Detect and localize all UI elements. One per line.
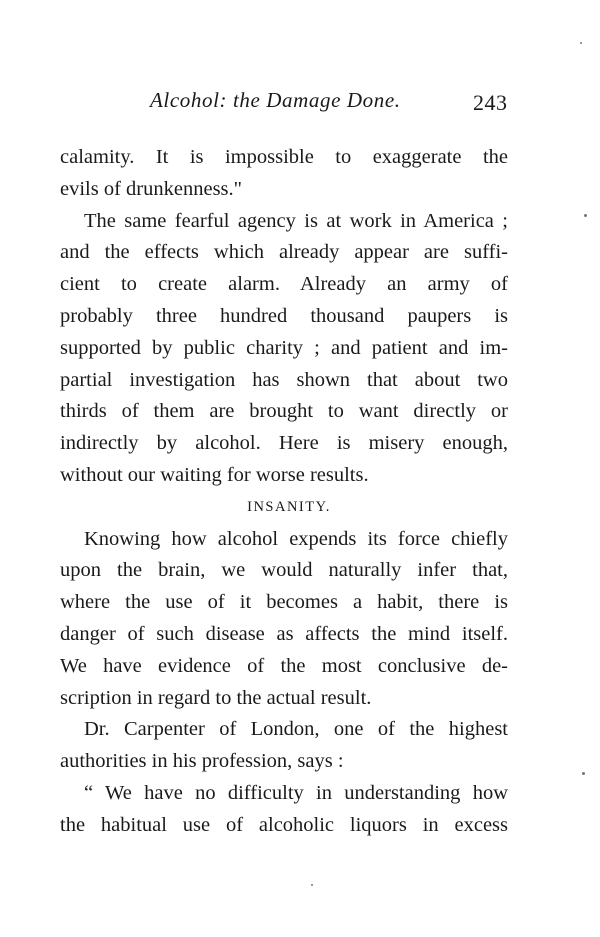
- running-head: [0, 88, 600, 118]
- margin-speck: [584, 214, 587, 217]
- text-line: thirds of them are brought to want directly or: [60, 400, 508, 423]
- text-line: without our waiting for worse results.: [60, 463, 369, 486]
- margin-speck: [582, 772, 585, 775]
- body-text: [60, 142, 508, 842]
- text-line: supported by public charity ; and patient and im-: [60, 336, 508, 359]
- text-line: and the effects which already appear are suffi-: [60, 241, 508, 264]
- text-line: cient to create alarm. Already an army of: [60, 273, 508, 296]
- paragraph-start-line: Dr. Carpenter of London, one of the highest: [84, 718, 508, 741]
- text-line: the habitual use of alcoholic liquors in excess: [60, 813, 508, 836]
- text-line: partial investigation has shown that about two: [60, 368, 508, 391]
- text-line: authorities in his profession, says :: [60, 750, 344, 773]
- margin-speck: [311, 884, 313, 886]
- text-line: We have evidence of the most conclusive de-: [60, 654, 508, 677]
- text-line: probably three hundred thousand paupers is: [60, 304, 508, 327]
- paragraph-start-line: The same fearful agency is at work in America ;: [84, 209, 508, 232]
- text-line: evils of drunkenness.": [60, 177, 243, 200]
- page-number: 243: [473, 90, 508, 115]
- text-line: scription in regard to the actual result.: [60, 686, 372, 709]
- section-heading: INSANITY.: [247, 498, 331, 515]
- running-title: Alcohol: the Damage Done.: [150, 88, 401, 112]
- margin-speck: [580, 42, 582, 44]
- text-line: upon the brain, we would naturally infer that,: [60, 559, 508, 582]
- paragraph-start-line: “ We have no difficulty in understanding how: [84, 781, 508, 804]
- text-line: danger of such disease as affects the mind itself.: [60, 622, 508, 645]
- text-line: where the use of it becomes a habit, there is: [60, 591, 508, 614]
- paragraph-start-line: Knowing how alcohol expends its force chiefly: [84, 527, 508, 550]
- text-line: indirectly by alcohol. Here is misery enough,: [60, 432, 508, 455]
- text-line: calamity. It is impossible to exaggerate the: [60, 146, 508, 168]
